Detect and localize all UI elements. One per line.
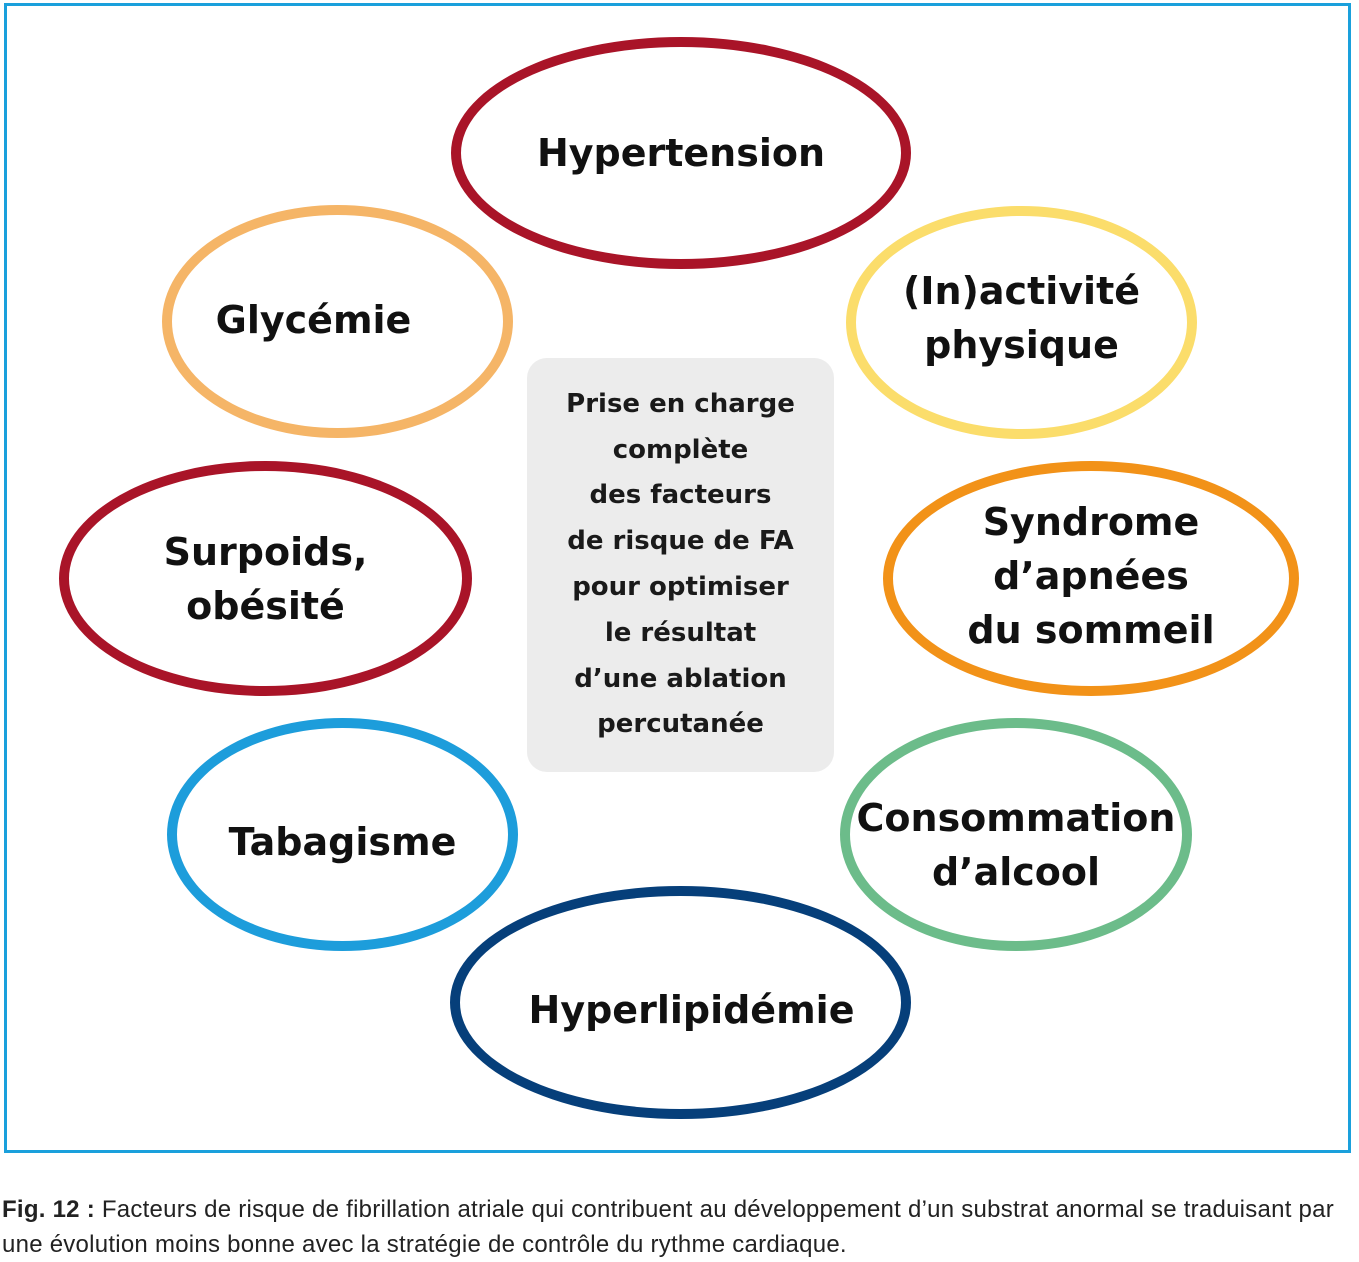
central-management-text: Prise en charge complète des facteurs de risque de FA pour optimiser le résultat d’une ablation percutanée <box>566 388 795 740</box>
figure-caption-number: Fig. 12 : <box>2 1196 95 1223</box>
factor-label: Consommation d’alcool <box>856 795 1176 894</box>
factor-label: Syndrome d’apnées du sommeil <box>967 499 1215 652</box>
factor-label: Hypertension <box>536 131 826 175</box>
factor-label: Hyperlipidémie <box>528 987 855 1032</box>
factor-label: (In)activité physique <box>902 268 1141 367</box>
factor-hypertension <box>451 37 911 269</box>
factor-glycemia <box>162 205 513 438</box>
factor-hyperlipidemia <box>450 886 911 1119</box>
figure-caption <box>2 1192 1357 1262</box>
factor-alcohol <box>840 718 1192 951</box>
factor-label: Tabagisme <box>228 819 457 864</box>
figure-caption-text: Facteurs de risque de fibrillation atriale qui contribuent au développement d’un substrat anormal se traduisant par une évolution moins bonne avec la stratégie de contrôle du rythme cardiaque. <box>2 1196 1334 1258</box>
factor-sleep-apnea <box>883 461 1299 696</box>
factor-smoking <box>167 718 518 951</box>
central-management-box <box>527 358 834 772</box>
factor-label: Surpoids, obésité <box>163 529 368 628</box>
factor-label: Glycémie <box>215 297 412 342</box>
factor-inactivity <box>846 206 1197 439</box>
factor-overweight <box>59 461 472 696</box>
